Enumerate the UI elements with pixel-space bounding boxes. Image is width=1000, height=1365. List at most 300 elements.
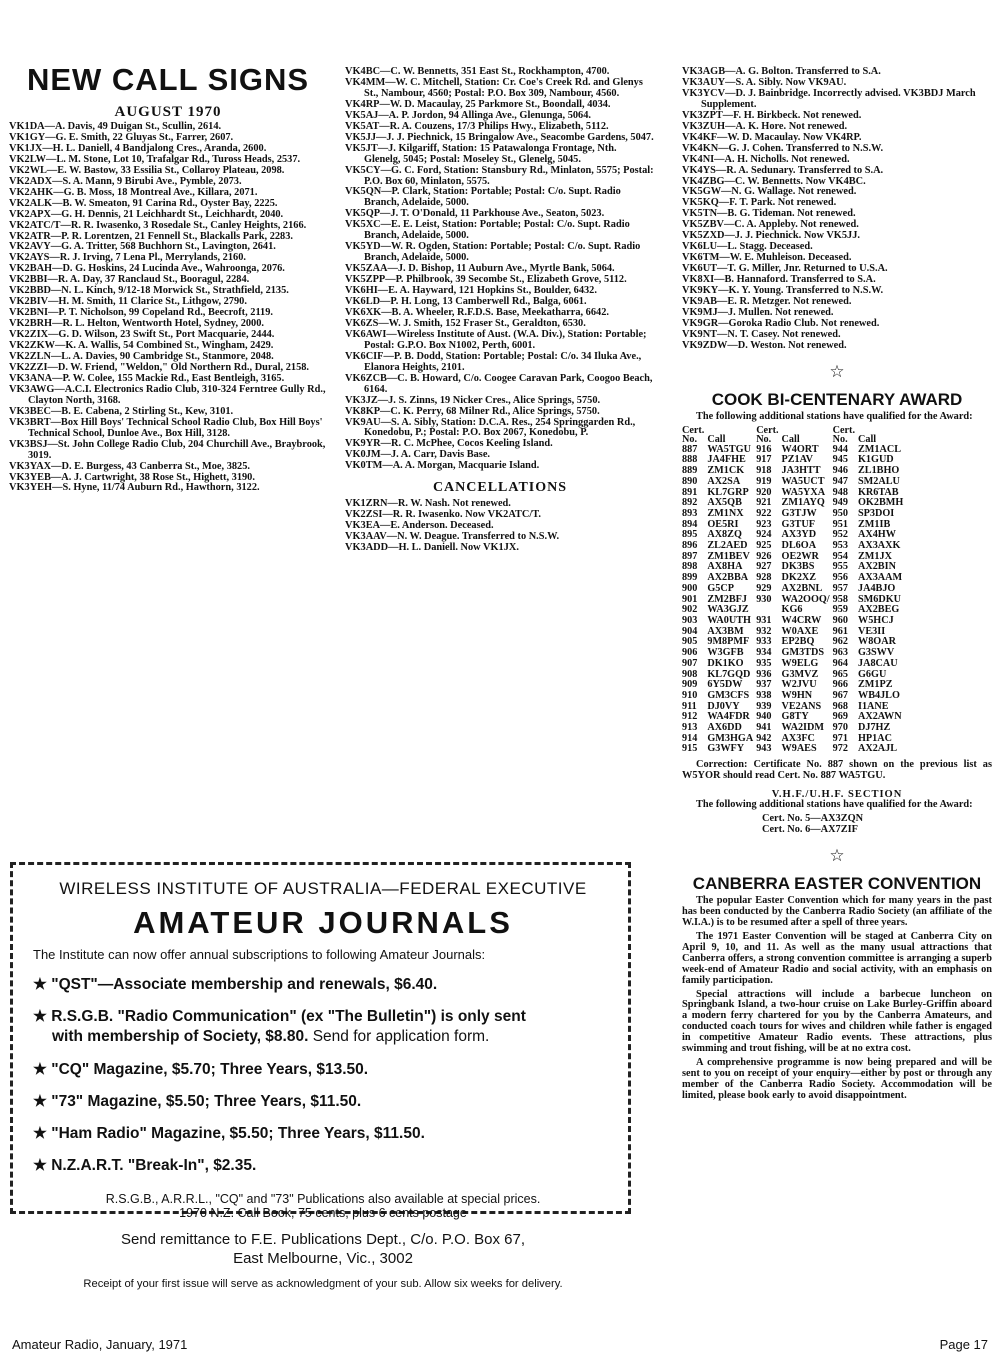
call-sign: ZM1NX [707, 507, 744, 519]
list-item: VK2APX—G. H. Dennis, 21 Leichhardt St., Leichhardt, 2040. [9, 208, 284, 220]
list-item: VK3YEH—S. Hyne, 11/74 Auburn Rd., Hawthorn, 3122. [9, 482, 260, 494]
list-item: VK3YCV—D. J. Bainbridge. Incorrectly advised. VK3BDJ March Supplement. [682, 87, 976, 110]
correction-text: Certificate No. 887 shown on the previous list as W5YOR should read Cert. No. 887 WA5TGU. [682, 759, 993, 782]
cert-number: 951 [832, 518, 848, 530]
cert-number: 903 [682, 614, 698, 626]
ad-heading: WIRELESS INSTITUTE OF AUSTRALIA—FEDERAL EXECUTIVE [59, 879, 587, 898]
list-item: VK4RP—W. D. Macaulay, 25 Parkmore St., Boondall, 4034. [345, 98, 611, 110]
call-sign: AX8HA [707, 561, 743, 573]
list-item: VK3JZ—J. S. Zinns, 19 Nicker Cres., Alice Springs, 5750. [345, 394, 601, 406]
list-item: VK2AYS—R. J. Irving, 7 Lena Pl., Merrylands, 2160. [9, 252, 246, 264]
call-sign: W5HCJ [858, 614, 894, 626]
cert-number: 958 [832, 593, 848, 605]
call-sign: G3MVZ [781, 668, 819, 680]
cert-number: 889 [682, 465, 698, 477]
call-sign: KL7GRP [707, 486, 749, 498]
call-sign: WB4JLO [858, 689, 900, 701]
ad-intro: The Institute can now offer annual subscriptions to following Amateur Journals: [33, 947, 486, 962]
cert-number: 902 [682, 604, 698, 616]
call-sign: WA3GJZ [707, 604, 749, 616]
call-sign: SP3DOI [858, 507, 895, 519]
list-item: VK6HI—E. A. Hayward, 121 Hopkins St., Boulder, 6432. [345, 285, 597, 297]
cert-number: 924 [756, 529, 772, 541]
list-item: VK3AAV—N. W. Deague. Transferred to N.S.W. [345, 531, 560, 543]
call-sign: DL6OA [781, 540, 817, 552]
list-item: VK3ZUH—A. K. Hore. Not renewed. [682, 120, 848, 132]
cert-number: 901 [682, 593, 698, 605]
call-sign: ZM1AYQ [781, 497, 825, 509]
call-sign: KR6TAB [858, 486, 899, 498]
no-header: No. [832, 434, 848, 446]
list-item: VK2WL—E. W. Bastow, 33 Essilia St., Collaroy Plateau, 2098. [9, 164, 285, 176]
footer-publication: Amateur Radio, January, 1971 [12, 1337, 188, 1352]
call-sign: JA4FHE [707, 454, 746, 466]
list-item: VK3AWG—A.C.I. Electronics Radio Club, 310-324 Ferntree Gully Rd., Clayton North, 3168. [9, 383, 326, 406]
ad-special-prices: R.S.G.B., A.R.R.L., "CQ" and "73" Publications also available at special prices. [105, 1192, 541, 1206]
star-icon: ★ [33, 976, 47, 993]
correction-note [682, 760, 992, 782]
cancellations-list [345, 499, 655, 554]
list-item: VK3BRT—Box Hill Boys' Technical School Radio Club, Box Hill Boys' Technical School, Dunloe Ave., Box Hill, 3128. [9, 416, 323, 439]
table-row [682, 659, 906, 670]
call-sign: WA2OOQ/ [781, 593, 830, 605]
call-sign: ZM1BEV [707, 550, 750, 562]
page-subtitle: AUGUST 1970 [114, 104, 222, 120]
cert-number: 964 [832, 657, 848, 669]
call-sign: AX3FC [781, 732, 815, 744]
call-sign: ZL2AED [707, 540, 748, 552]
list-item: VK6ZS—W. J. Smith, 152 Fraser St., Geraldton, 6530. [345, 317, 586, 329]
ad-item-qst: ★ "QST"—Associate membership and renewals, $6.40. [33, 976, 438, 993]
cert-number: 956 [832, 572, 848, 584]
cert-number: 898 [682, 561, 698, 573]
call-sign: ZL1BHO [858, 465, 900, 477]
call-header: Call [858, 434, 877, 446]
cert-number: 904 [682, 625, 698, 637]
call-sign: DJ7HZ [858, 722, 891, 734]
cert-header: Cert. [832, 424, 855, 436]
cert-number: 913 [682, 722, 698, 734]
list-item: VK4YS—R. A. Sedunary. Transferred to S.A. [682, 164, 884, 176]
cert-header: Cert. [682, 424, 705, 436]
list-item: VK4ZBG—C. W. Bennetts. Now VK4BC. [682, 175, 866, 187]
list-item: VK2BNI—P. T. Nicholson, 99 Copeland Rd., Beecroft, 2119. [9, 307, 273, 319]
list-item: VK4MM—W. C. Mitchell, Station: Cr. Coe's Creek Rd. and Glenys St., Nambour, 4560; Postal: P.O. Box 309, Nambour, 4560. [345, 76, 643, 99]
article-paragraph: Special attractions will include a barbecue luncheon on Springbank Island, a two-hour cruise on Lake Burley-Griffin aboard a modern ferry chartered for you by the Canberra Amateurs, and conducted coach tours for wives and children while father is engaged in competitive Amateur Radio events. These attractions, plus swimming and trout fishing, will be at no extra cost. [682, 988, 992, 1055]
list-item: VK5CY—G. C. Ford, Station: Stansbury Rd., Minlaton, 5575; Postal: P.O. Box 60, Minlaton, 5575. [345, 164, 654, 187]
cert-number: 892 [682, 497, 698, 509]
list-item: VK9ZDW—D. Weston. Not renewed. [682, 339, 847, 351]
call-header: Call [707, 434, 726, 446]
list-item: VK2ZSI—R. R. Iwasenko. Now VK2ATC/T. [345, 509, 541, 521]
call-sign: G3TJW [781, 507, 817, 519]
list-item: VK1ZRN—R. W. Nash. Not renewed. [345, 498, 511, 510]
star-icon: ★ [33, 1061, 47, 1078]
cert-number: 970 [832, 722, 848, 734]
call-sign: PZ1AV [781, 454, 814, 466]
cert-number: 948 [832, 486, 848, 498]
cert-number: 920 [756, 486, 772, 498]
call-sign: SM2ALU [858, 475, 900, 487]
call-sign: G3TUF [781, 518, 815, 530]
list-item: VK6LD—P. H. Long, 13 Camberwell Rd., Balga, 6061. [345, 296, 587, 308]
list-item: VK6UT—T. G. Miller, Jnr. Returned to U.S.A. [682, 263, 888, 275]
article-paragraph: The popular Easter Convention which for many years in the past has been conducted by the Canberra Radio Society (an affiliate of the W.I.A.) is to be resumed after a spell of three years. [682, 894, 992, 928]
call-sign: OE5RI [707, 518, 739, 530]
list-item: VK3YEB—A. J. Cartwright, 38 Rose St., Highett, 3190. [9, 471, 255, 483]
cert-number: 933 [756, 636, 772, 648]
list-item: VK2ZIX—G. D. Wilson, 23 Swift St., Port Macquarie, 2444. [9, 329, 275, 341]
cert-number: 888 [682, 454, 698, 466]
list-item: VK2ADX—S. A. Mann, 9 Birubi Ave., Pymble, 2073. [9, 175, 242, 187]
cert-number: 959 [832, 604, 848, 616]
call-sign: DK1KO [707, 657, 744, 669]
cert-number: 890 [682, 475, 698, 487]
list-item: VK2ATC/T—R. R. Iwasenko, 3 Rosedale St., Canley Heights, 2166. [9, 219, 307, 231]
table-row [682, 691, 906, 702]
star-icon: ★ [33, 1008, 47, 1025]
list-item: VK5QP—J. T. O'Donald, 11 Parkhouse Ave., Seaton, 5023. [345, 208, 605, 220]
list-item: VK9MJ—J. Mullen. Not renewed. [682, 306, 834, 318]
call-sign: W9HN [781, 689, 813, 701]
cert-number: 926 [756, 550, 772, 562]
vhf-list [682, 814, 992, 836]
call-sign: HP1AC [858, 732, 892, 744]
table-row [682, 477, 906, 488]
list-item: VK1JX—H. L. Daniell, 4 Bandjalong Cres., Aranda, 2600. [9, 142, 267, 154]
cert-number: 968 [832, 700, 848, 712]
call-sign: WA4FDR [707, 711, 750, 723]
cert-number: 941 [756, 722, 772, 734]
call-sign: W9ELG [781, 657, 819, 669]
list-item: VK4NI—A. H. Nicholls. Not renewed. [682, 153, 850, 165]
call-sign: W0AXE [781, 625, 819, 637]
call-sign: WA5YXA [781, 486, 826, 498]
cert-number: 887 [682, 443, 698, 455]
list-item: VK5AT—R. A. Couzens, 17/3 Philips Hwy., Elizabeth, 5112. [345, 120, 609, 132]
cert-number: 909 [682, 679, 698, 691]
call-sign: ZM1IB [858, 518, 891, 530]
list-item: VK5QN—P. Clark, Station: Portable; Postal: C/o. Supt. Radio Branch, Adelaide, 5000. [345, 186, 621, 209]
list-item: VK5ZBV—C. A. Appleby. Not renewed. [682, 219, 859, 231]
cert-number: 921 [756, 497, 772, 509]
cook-award-intro: The following additional stations have qualified for the Award: [696, 410, 973, 422]
cert-header: Cert. [756, 424, 779, 436]
cook-award-heading: COOK BI-CENTENARY AWARD [711, 389, 963, 409]
call-sign: W2JVU [781, 679, 817, 691]
call-sign: VE3II [858, 625, 886, 637]
call-sign: AX8ZQ [707, 529, 742, 541]
list-item: VK0JM—J. A. Carr, Davis Base. [345, 449, 490, 461]
list-item: VK3BSJ—St. John College Radio Club, 204 Churchill Ave., Braybrook, 3019. [9, 438, 326, 461]
list-item: VK5ZAA—J. D. Bishop, 11 Auburn Ave., Myrtle Bank, 5064. [345, 263, 615, 275]
cert-number: 905 [682, 636, 698, 648]
star-icon: ☆ [829, 361, 845, 381]
list-item: VK5ZPP—P. Philbrook, 39 Secombe St., Elizabeth Grove, 5112. [345, 274, 627, 286]
call-sign: GM3HGA [707, 732, 754, 744]
cert-number: 891 [682, 486, 698, 498]
cert-number: 966 [832, 679, 848, 691]
cert-number: 899 [682, 572, 698, 584]
vhf-intro: The following additional stations have qualified for the Award: [696, 799, 973, 811]
column-3 [682, 67, 992, 1105]
list-item: VK5GW—N. G. Wallage. Not renewed. [682, 186, 857, 198]
list-item: VK2ZZI—D. W. Friend, "Weldon," Old Northern Rd., Dural, 2158. [9, 361, 309, 373]
star-icon: ★ [33, 1093, 47, 1110]
ad-item-nzart: ★ N.Z.A.R.T. "Break-In", $2.35. [33, 1157, 257, 1174]
article-paragraph: A comprehensive programme is now being prepared and will be sent to you on receipt of your enquiry—either by post or through any member of the Canberra Radio Society. Accommodation will be limited, please book early to avoid disappointment. [682, 1057, 992, 1102]
cert-number: 897 [682, 550, 698, 562]
cert-number: 950 [832, 507, 848, 519]
cancellations-heading: CANCELLATIONS [432, 480, 568, 496]
cert-number: 893 [682, 507, 698, 519]
cert-number: 965 [832, 668, 848, 680]
call-sign-list-1 [9, 122, 327, 494]
cert-number: 923 [756, 518, 772, 530]
call-sign: OK2BMH [858, 497, 904, 509]
call-sign: 6Y5DW [707, 679, 743, 691]
call-sign: G5CP [707, 582, 734, 594]
cert-number: 931 [756, 614, 772, 626]
cert-number: 955 [832, 561, 848, 573]
ad-item-cq: ★ "CQ" Magazine, $5.70; Three Years, $13.50. [33, 1061, 369, 1078]
cert-number: 962 [832, 636, 848, 648]
ad-title: AMATEUR JOURNALS [133, 905, 513, 940]
call-sign: AX2BNL [781, 582, 823, 594]
list-item: VK5AJ—A. P. Jordon, 94 Allinga Ave., Glenunga, 5064. [345, 109, 591, 121]
call-sign: I1ANE [858, 700, 889, 712]
list-item: VK3ADD—H. L. Daniell. Now VK1JX. [345, 542, 519, 554]
cert-number: 914 [682, 732, 698, 744]
page-title: NEW CALL SIGNS [26, 62, 310, 97]
cert-number: 967 [832, 689, 848, 701]
list-item: VK2BRH—R. L. Helton, Wentworth Hotel, Sydney, 2000. [9, 318, 264, 330]
list-item: VK2ATR—P. R. Lorentzen, 21 Fennell St., Blackalls Park, 2283. [9, 230, 293, 242]
ad-receipt-note: Receipt of your first issue will serve as acknowledgment of your sub. Allow six weeks for delivery. [83, 1278, 563, 1290]
list-item: VK5JJ—J. J. Piechnick, 15 Bringalow Ave., Seacombe Gardens, 5047. [345, 131, 654, 143]
cert-number: 925 [756, 540, 772, 552]
cert-number: 919 [756, 475, 772, 487]
call-sign: WA0UTH [707, 614, 751, 626]
cert-number: 945 [832, 454, 848, 466]
call-sign: AX2BEG [858, 604, 900, 616]
table-row [682, 744, 906, 755]
cert-number: 937 [756, 679, 772, 691]
call-sign: AX2SA [707, 475, 741, 487]
list-item: VK9AU—S. A. Sibly, Station: D.C.A. Res., 254 Springgarden Rd., Konedobu, P.; Postal: P.O. Box 2067, Konedobu, P. [345, 416, 636, 439]
list-item: VK5YD—W. R. Ogden, Station: Portable; Postal: C/o. Supt. Radio Branch, Adelaide, 5000. [345, 241, 641, 264]
list-item: VK9GR—Goroka Radio Club. Not renewed. [682, 317, 880, 329]
amateur-journals-ad [10, 862, 631, 1290]
cert-number: 944 [832, 443, 848, 455]
call-sign: ZM1ACL [858, 443, 902, 455]
call-sign: G3WFY [707, 743, 745, 755]
call-sign-list-2 [345, 67, 655, 472]
call-sign: ZM1PZ [858, 679, 893, 691]
no-header: No. [682, 434, 697, 446]
list-item: VK2BAH—D. G. Hoskins, 24 Lucinda Ave., Wahroonga, 2076. [9, 263, 285, 275]
list-item: VK6TM—W. E. Muhleison. Deceased. [682, 252, 852, 264]
call-sign: 9M8PMF [707, 636, 750, 648]
list-item: VK9AB—E. R. Metzger. Not renewed. [682, 296, 852, 308]
ad-item-73: ★ "73" Magazine, $5.50; Three Years, $11.50. [33, 1093, 362, 1110]
call-sign: AX2AWN [858, 711, 902, 723]
correction-label: Correction: [696, 759, 748, 771]
list-item: VK6LU—L. Stagg. Deceased. [682, 241, 813, 253]
vhf-heading: V.H.F./U.H.F. SECTION [771, 789, 903, 801]
star-icon: ☆ [829, 845, 845, 865]
cert-number: 895 [682, 529, 698, 541]
cert-number: 900 [682, 582, 698, 594]
call-sign: G3SWV [858, 647, 895, 659]
list-item: VK1DA—A. Davis, 49 Duigan St., Scullin, 2614. [9, 121, 222, 132]
star-icon: ★ [33, 1157, 47, 1174]
cert-number: 908 [682, 668, 698, 680]
call-sign: ZM2BFJ [707, 593, 747, 605]
list-item: VK9YR—R. C. McPhee, Cocos Keeling Island. [345, 438, 553, 450]
list-item: VK5KQ—F. T. Park. Not renewed. [682, 197, 837, 209]
list-item: VK5JT—J. Kilgariff, Station: 15 Patawalonga Frontage, Nth. Glenelg, 5045; Postal: Moseley St., Glenelg, 5045. [345, 142, 617, 165]
call-sign: SM6DKU [858, 593, 902, 605]
list-item: VK6XK—B. A. Wheeler, R.F.D.S. Base, Meekatharra, 6642. [345, 306, 609, 318]
cert-number: 932 [756, 625, 772, 637]
call-sign: JA3HTT [781, 465, 821, 477]
call-sign: JA4BJO [858, 582, 896, 594]
call-sign: W4ORT [781, 443, 819, 455]
ad-remittance: Send remittance to F.E. Publications Dept., C/o. P.O. Box 67, East Melbourne, Vic., 3002 [120, 1231, 526, 1267]
call-sign: ZM1JX [858, 550, 892, 562]
list-item: VK4KF—W. D. Macaulay. Now VK4RP. [682, 131, 862, 143]
call-sign: AX3AAM [858, 572, 903, 584]
list-item: VK2ZLN—L. A. Davies, 90 Cambridge St., Stanmore, 2048. [9, 351, 274, 363]
call-sign: DK3BS [781, 561, 815, 573]
call-sign: AX3BM [707, 625, 744, 637]
call-sign: AX6DD [707, 722, 742, 734]
call-sign: JA8CAU [858, 657, 898, 669]
cert-number: 928 [756, 572, 772, 584]
cert-number: 957 [832, 582, 848, 594]
canberra-article [682, 896, 992, 1102]
cert-number: 947 [832, 475, 848, 487]
call-sign: AX3AXK [858, 540, 901, 552]
call-sign: AX2BIN [858, 561, 896, 573]
cook-award-table [682, 426, 906, 755]
cert-number: 910 [682, 689, 698, 701]
cert-number: 916 [756, 443, 772, 455]
call-sign: VE2ANS [781, 700, 822, 712]
cert-number: 969 [832, 711, 848, 723]
call-sign: EP2BQ [781, 636, 815, 648]
list-item: VK2AVY—G. A. Tritter, 568 Buchhorn St., Lavington, 2641. [9, 241, 276, 253]
canberra-heading: CANBERRA EASTER CONVENTION [692, 873, 982, 893]
cert-number: 912 [682, 711, 698, 723]
call-sign: KG6 [781, 604, 803, 616]
cert-number: 971 [832, 732, 848, 744]
cert-number: 907 [682, 657, 698, 669]
list-item: VK3BEC—B. E. Cabena, 2 Stirling St., Kew, 3101. [9, 405, 234, 417]
column-2 [345, 67, 655, 554]
article-paragraph: The 1971 Easter Convention will be staged at Canberra City on April 9, 10, and 11. As well as the many usual attractions that Canberra offers, a strong convention committee is arranging a superb week-end of Amateur Radio and social activity, with an emphasis on family participation. [682, 930, 992, 986]
cert-number: 961 [832, 625, 848, 637]
list-item: VK4BC—C. W. Bennetts, 351 East St., Rockhampton, 4700. [345, 66, 610, 77]
list-item: VK5ZXD—J. J. Piechnick. Now VK5JJ. [682, 230, 860, 242]
list-item: VK6AWI—Wireless Institute of Aust. (W.A. Div.), Station: Portable; Postal: G.P.O. Box N1002, Perth, 6001. [345, 328, 647, 351]
call-sign: KL7GQD [707, 668, 751, 680]
cert-number: 940 [756, 711, 772, 723]
call-sign: AX3YD [781, 529, 817, 541]
call-sign: W8OAR [858, 636, 896, 648]
list-item: VK3EA—E. Anderson. Deceased. [345, 520, 494, 532]
call-sign: OE2WR [781, 550, 819, 562]
call-sign: WA2IDM [781, 722, 824, 734]
call-sign: ZM1CK [707, 465, 745, 477]
cert-number: 953 [832, 540, 848, 552]
list-item: VK2AHK—G. B. Moss, 18 Montreal Ave., Killara, 2071. [9, 186, 258, 198]
call-sign: G8TY [781, 711, 809, 723]
call-sign: DK2XZ [781, 572, 817, 584]
list-item: VK2ZKW—K. A. Wallis, 54 Combined St., Wingham, 2429. [9, 340, 274, 352]
cert-number: 934 [756, 647, 772, 659]
list-item: VK2BBD—N. L. Kinch, 9/12-18 Morwick St., Strathfield, 2135. [9, 285, 289, 297]
call-sign: W9AES [781, 743, 817, 755]
call-header: Call [781, 434, 800, 446]
call-sign: W4CRW [781, 614, 822, 626]
call-sign: AX2BBA [707, 572, 749, 584]
cert-number: 929 [756, 582, 772, 594]
list-item: Cert. No. 6—AX7ZIF [762, 823, 858, 835]
no-header: No. [756, 434, 772, 446]
cert-number: 930 [756, 593, 772, 605]
list-item: Cert. No. 5—AX3ZQN [762, 812, 864, 824]
list-item: VK1GY—G. E. Smith, 22 Gluyas St., Farrer, 2607. [9, 131, 234, 143]
call-sign: AX2AJL [858, 743, 898, 755]
cert-number: 942 [756, 732, 772, 744]
list-item: VK5XC—E. E. Leist, Station: Portable; Postal: C/o. Supt. Radio Branch, Adelaide, 5000. [345, 219, 630, 242]
cert-number: 949 [832, 497, 848, 509]
cert-number: 954 [832, 550, 848, 562]
list-item: VK4KN—G. J. Cohen. Transferred to N.S.W. [682, 142, 884, 154]
list-item: VK8XI—B. Hannaford. Transferred to S.A. [682, 274, 876, 286]
list-item: VK2BBI—R. A. Day, 37 Ranclaud St., Booragul, 2284. [9, 274, 250, 286]
call-sign: AX5QB [707, 497, 742, 509]
list-item: VK0TM—A. A. Morgan, Macquarie Island. [345, 460, 540, 472]
cert-number: 894 [682, 518, 698, 530]
list-item: VK3AUY—S. A. Sibly. Now VK9AU. [682, 76, 847, 88]
call-sign: K1GUD [858, 454, 894, 466]
list-item: VK6ZCB—C. B. Howard, C/o. Coogee Caravan Park, Coogoo Beach, 6164. [345, 372, 653, 395]
call-sign: WA5TGU [707, 443, 751, 455]
cert-number: 952 [832, 529, 848, 541]
list-item: VK9KY—K. Y. Young. Transferred to N.S.W. [682, 285, 884, 297]
list-item: VK5TN—B. G. Tideman. Not renewed. [682, 208, 856, 220]
cert-number: 963 [832, 647, 848, 659]
footer-page-number: Page 17 [939, 1337, 988, 1352]
call-sign: W3GFB [707, 647, 744, 659]
list-item: VK3AGB—A. G. Bolton. Transferred to S.A. [682, 66, 881, 77]
cert-number: 896 [682, 540, 698, 552]
cert-number: 943 [756, 743, 772, 755]
cert-number: 960 [832, 614, 848, 626]
cert-number: 936 [756, 668, 772, 680]
call-sign: DJ0VY [707, 700, 740, 712]
cert-number: 906 [682, 647, 698, 659]
cert-number: 917 [756, 454, 772, 466]
call-sign: WA5UCT [781, 475, 825, 487]
cert-number: 938 [756, 689, 772, 701]
cancellations-list-2 [682, 67, 992, 352]
call-sign: GM3CFS [707, 689, 750, 701]
cert-number: 918 [756, 465, 772, 477]
